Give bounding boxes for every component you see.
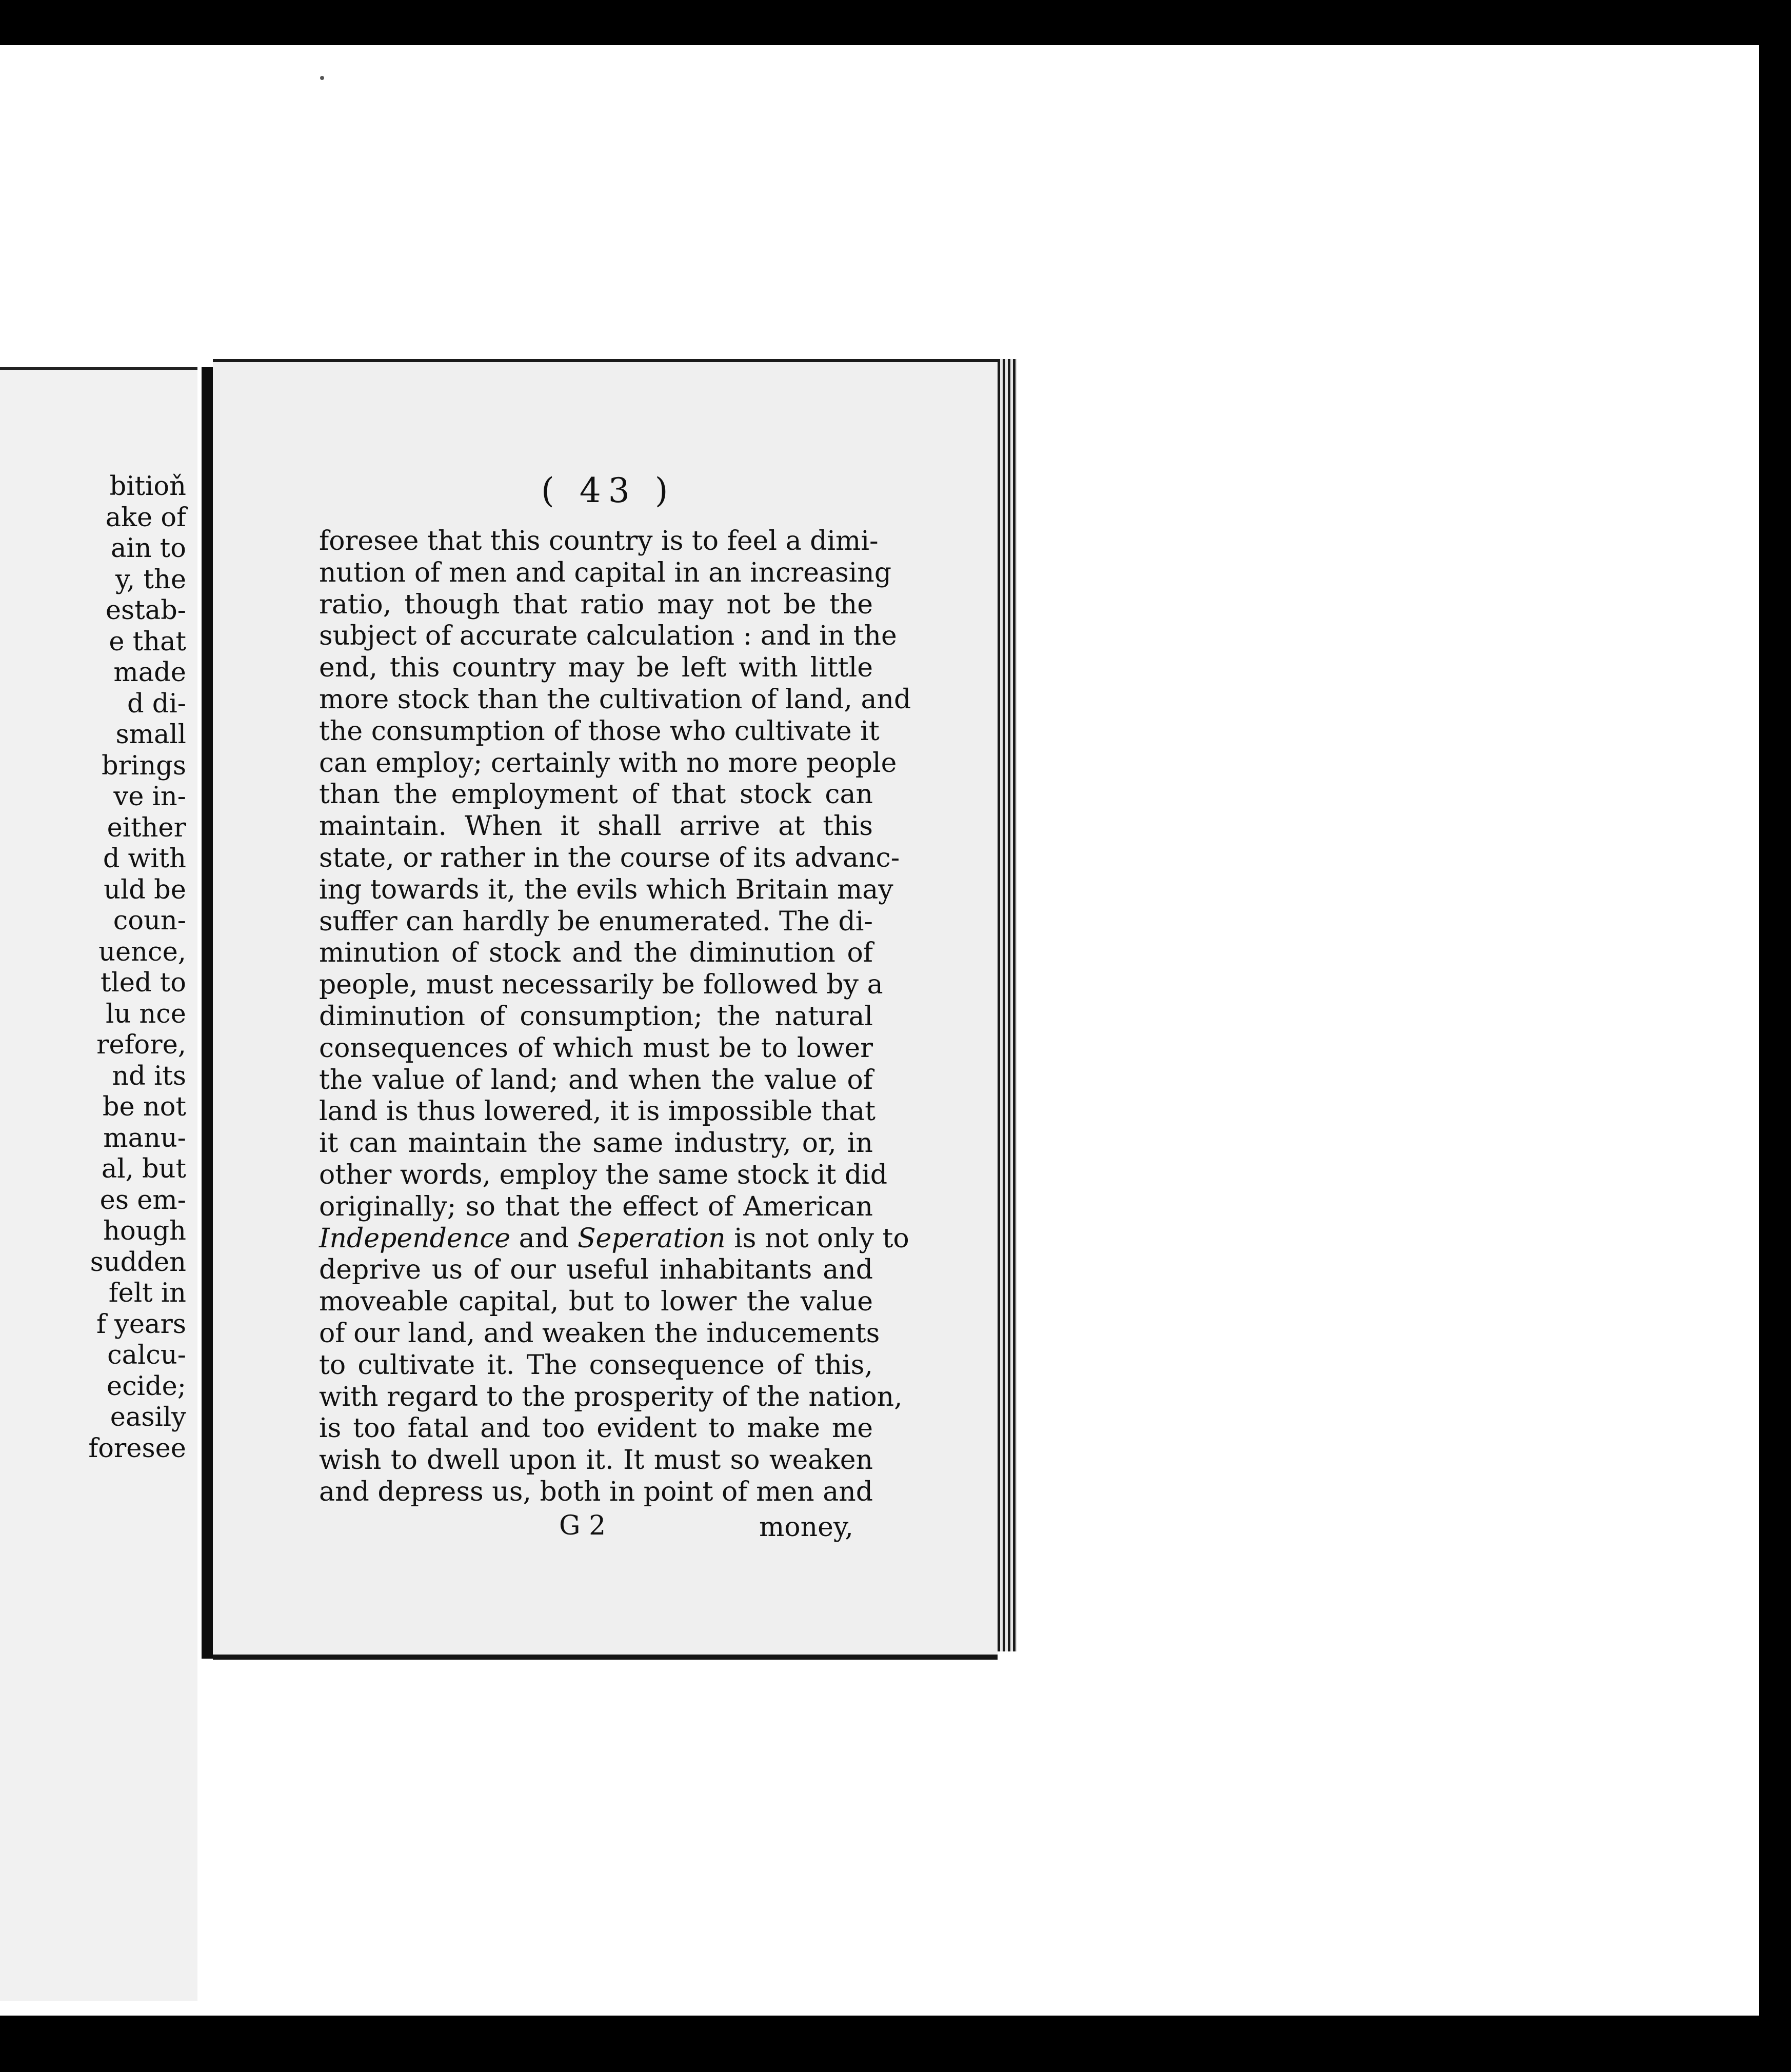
text-line: people, must necessarily be followed by a	[319, 969, 883, 1001]
left-page-text	[88, 471, 186, 1464]
left-text-line: felt in	[108, 1278, 186, 1308]
text-line: the value of land; and when the value of	[319, 1064, 873, 1095]
text-line: with regard to the prosperity of the nation,	[319, 1381, 903, 1412]
left-text-line: y, the	[115, 564, 186, 595]
scan-border-bottom	[0, 2016, 1791, 2072]
text-line: more stock than the cultivation of land, and	[319, 684, 911, 715]
left-text-line: ake of	[105, 502, 186, 533]
left-text-line: al, but	[101, 1154, 186, 1184]
page-body-text	[319, 526, 911, 1508]
text-line: consequences of which must be to lower	[319, 1032, 873, 1064]
dust-speck	[320, 76, 324, 80]
text-line: other words, employ the same stock it did	[319, 1159, 888, 1190]
text-line: ratio, though that ratio may not be the	[319, 589, 873, 620]
left-text-line: bitioň	[109, 471, 186, 502]
left-text-line: e that	[109, 626, 186, 657]
text-line: maintain. When it shall arrive at this	[319, 811, 873, 842]
left-text-line: nd its	[112, 1061, 186, 1091]
text-line: originally; so that the effect of American	[319, 1191, 873, 1222]
text-line: and depress us, both in point of men and	[319, 1476, 873, 1507]
text-line: moveable capital, but to lower the value	[319, 1286, 873, 1318]
left-text-line: made	[113, 658, 186, 688]
catchword: money,	[759, 1512, 853, 1543]
text-line: to cultivate it. The consequence of this,	[319, 1349, 873, 1381]
left-text-line: f years	[96, 1309, 186, 1340]
text-line: state, or rather in the course of its advanc-	[319, 842, 900, 873]
text-line: than the employment of that stock can	[319, 779, 873, 810]
book-gutter	[202, 367, 213, 1659]
signature-mark: G 2	[559, 1510, 606, 1541]
left-text-line: estab-	[105, 595, 186, 626]
left-text-line: brings	[101, 750, 186, 781]
text-line: diminution of consumption; the natural	[319, 1001, 873, 1032]
text-segment: and	[510, 1223, 578, 1254]
text-line: can employ; certainly with no more people	[319, 747, 897, 779]
text-line: nution of men and capital in an increasing	[319, 557, 892, 588]
text-line: subject of accurate calculation : and in the	[319, 621, 897, 652]
left-text-line: small	[115, 720, 186, 750]
text-line: foresee that this country is to feel a dimi-	[319, 526, 879, 556]
left-text-line: be not	[102, 1092, 186, 1122]
left-text-line: lu nce	[106, 999, 186, 1029]
page-number: ( 43 )	[541, 471, 675, 510]
left-text-line: sudden	[90, 1247, 186, 1278]
text-line: of our land, and weaken the inducements	[319, 1318, 880, 1349]
text-line: suffer can hardly be enumerated. The di-	[319, 906, 873, 937]
left-text-line: either	[107, 812, 186, 843]
left-text-line: ve in-	[113, 782, 186, 812]
left-text-line: manu-	[103, 1123, 186, 1153]
italic-word: Independence	[319, 1223, 511, 1254]
text-line: ing towards it, the evils which Britain may	[319, 874, 893, 905]
text-line: deprive us of our useful inhabitants and	[319, 1254, 873, 1286]
left-text-line: d di-	[127, 688, 186, 719]
left-text-line: uence,	[98, 937, 186, 967]
scan-border-right	[1759, 0, 1791, 2072]
text-line: minution of stock and the diminution of	[319, 938, 873, 969]
left-text-line: uld be	[104, 874, 186, 905]
text-line	[319, 1223, 909, 1255]
text-line: wish to dwell upon it. It must so weaken	[319, 1445, 873, 1476]
scan-border-top	[0, 0, 1791, 45]
left-text-line: tled to	[100, 968, 186, 998]
left-text-line: es em-	[99, 1185, 186, 1216]
text-segment: is not only to	[725, 1223, 909, 1254]
left-text-line: easily	[110, 1402, 186, 1432]
text-line: is too fatal and too evident to make me	[319, 1413, 873, 1444]
left-text-line: hough	[103, 1216, 186, 1246]
left-text-line: foresee	[88, 1433, 186, 1464]
text-line: land is thus lowered, it is impossible that	[319, 1096, 876, 1127]
left-text-line: coun-	[113, 906, 186, 936]
left-text-line: calcu-	[107, 1340, 186, 1370]
text-line: the consumption of those who cultivate it	[319, 715, 880, 747]
left-text-line: refore,	[96, 1030, 186, 1060]
text-line: it can maintain the same industry, or, in	[319, 1128, 873, 1159]
left-page	[0, 367, 197, 2001]
italic-word: Seperation	[577, 1223, 726, 1254]
left-text-line: ecide;	[106, 1371, 186, 1402]
left-text-line: d with	[103, 844, 186, 874]
page-edge	[998, 359, 1017, 1651]
text-line: end, this country may be left with little	[319, 652, 873, 684]
left-text-line: ain to	[111, 533, 186, 564]
